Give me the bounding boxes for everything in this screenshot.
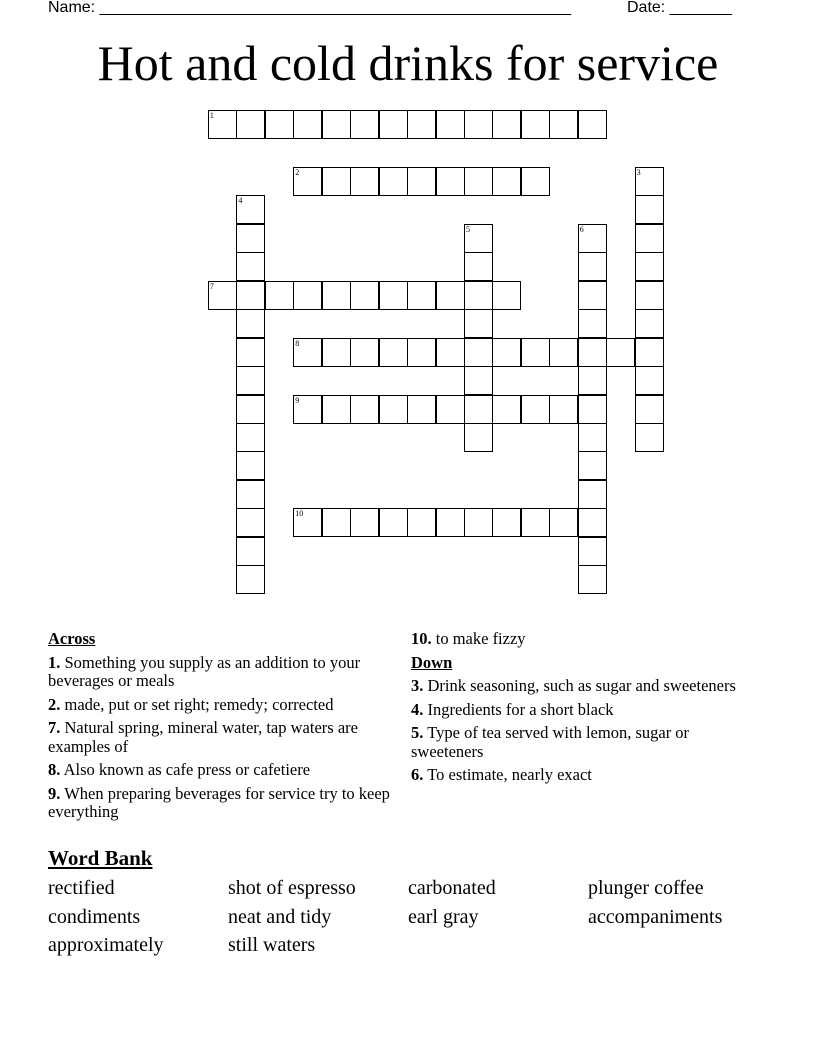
grid-cell[interactable]: [407, 110, 436, 139]
grid-cell[interactable]: [293, 281, 322, 310]
grid-cell[interactable]: [236, 395, 265, 424]
name-field-label: Name: _____________________________________________________: [48, 0, 572, 16]
word-bank-item: approximately: [48, 934, 164, 956]
clue-text: Drink seasoning, such as sugar and sweeteners: [427, 676, 736, 695]
grid-cell[interactable]: [436, 395, 465, 424]
grid-cell[interactable]: [322, 508, 351, 537]
clue-number: 1.: [48, 652, 61, 672]
grid-cell[interactable]: [578, 338, 607, 367]
grid-cell[interactable]: [492, 110, 521, 139]
grid-cell[interactable]: [635, 366, 664, 395]
grid-cell[interactable]: [578, 423, 607, 452]
clue-number: 9.: [48, 783, 61, 803]
cell-number: 6: [579, 224, 584, 234]
grid-cell[interactable]: [436, 281, 465, 310]
grid-cell[interactable]: [464, 309, 493, 338]
grid-cell[interactable]: [322, 110, 351, 139]
cell-number: 10: [295, 509, 304, 519]
grid-cell[interactable]: [293, 167, 322, 196]
grid-cell[interactable]: [492, 338, 521, 367]
grid-cell[interactable]: [635, 309, 664, 338]
grid-cell[interactable]: [236, 537, 265, 566]
grid-cell[interactable]: [464, 281, 493, 310]
grid-cell[interactable]: [464, 366, 493, 395]
grid-cell[interactable]: [464, 508, 493, 537]
clue-down-5: [411, 724, 756, 761]
grid-cell[interactable]: [265, 110, 294, 139]
cell-number: 1: [209, 111, 214, 120]
grid-cell[interactable]: [464, 252, 493, 281]
grid-cell[interactable]: [379, 395, 408, 424]
grid-cell[interactable]: [236, 195, 265, 224]
clues-right-column: [411, 630, 756, 790]
clue-down-4: [411, 701, 756, 720]
clue-number: 8.: [48, 760, 61, 779]
grid-cell[interactable]: [635, 252, 664, 281]
word-bank-item: still waters: [228, 934, 316, 956]
grid-cell[interactable]: [379, 508, 408, 537]
grid-cell[interactable]: [578, 508, 607, 537]
clues-left-column: [48, 630, 393, 827]
grid-cell[interactable]: [635, 195, 664, 224]
clue-across-2: [48, 696, 393, 715]
grid-cell[interactable]: [236, 309, 265, 338]
grid-cell[interactable]: [350, 281, 379, 310]
grid-cell[interactable]: [236, 110, 265, 139]
grid-cell[interactable]: [407, 281, 436, 310]
grid-cell[interactable]: [350, 338, 379, 367]
word-bank-item: rectified: [48, 877, 115, 899]
date-field-label: Date: _______: [627, 0, 732, 16]
page-title: Hot and cold drinks for service: [97, 35, 719, 91]
word-bank-item: shot of espresso: [228, 877, 356, 899]
grid-cell[interactable]: [236, 423, 265, 452]
grid-cell[interactable]: [236, 451, 265, 480]
word-bank-item: plunger coffee: [588, 877, 704, 899]
grid-cell[interactable]: [322, 167, 351, 196]
word-bank-item: carbonated: [408, 877, 496, 899]
word-bank-item: neat and tidy: [228, 906, 332, 928]
grid-cell[interactable]: [350, 167, 379, 196]
cell-number: 8: [295, 338, 300, 348]
clue-number: 10.: [411, 629, 432, 648]
grid-cell[interactable]: [578, 395, 607, 424]
grid-cell[interactable]: [379, 110, 408, 139]
clue-down-3: [411, 677, 756, 696]
grid-cell[interactable]: [236, 508, 265, 537]
grid-cell[interactable]: [293, 395, 322, 424]
clue-text: Natural spring, mineral water, tap waters are examples of: [48, 718, 358, 756]
grid-cell[interactable]: [492, 281, 521, 310]
grid-cell[interactable]: [464, 167, 493, 196]
clue-number: 7.: [48, 718, 61, 737]
grid-cell[interactable]: [464, 423, 493, 452]
clue-number: 4.: [411, 699, 424, 719]
grid-cell[interactable]: [549, 338, 578, 367]
grid-cell[interactable]: [578, 451, 607, 480]
grid-cell[interactable]: [350, 110, 379, 139]
grid-cell[interactable]: [436, 110, 465, 139]
clue-across-8: [48, 761, 393, 780]
grid-cell[interactable]: [236, 281, 265, 310]
grid-cell[interactable]: [293, 508, 322, 537]
clue-text: Also known as cafe press or cafetiere: [63, 760, 311, 779]
grid-cell[interactable]: [578, 224, 607, 253]
clue-text: Ingredients for a short black: [427, 699, 614, 719]
grid-cell[interactable]: [436, 338, 465, 367]
grid-cell[interactable]: [635, 281, 664, 310]
clue-number: 3.: [411, 676, 424, 695]
grid-cell[interactable]: [549, 395, 578, 424]
grid-cell[interactable]: [521, 167, 550, 196]
grid-cell[interactable]: [578, 537, 607, 566]
cell-number: 2: [295, 167, 300, 177]
grid-cell[interactable]: [521, 110, 550, 139]
grid-cell[interactable]: [322, 281, 351, 310]
clue-text: made, put or set right; remedy; corrected: [64, 694, 334, 714]
grid-cell[interactable]: [293, 110, 322, 139]
clue-across-7: [48, 719, 393, 756]
grid-cell[interactable]: [379, 281, 408, 310]
grid-cell[interactable]: [208, 110, 237, 139]
grid-cell[interactable]: [265, 281, 294, 310]
clue-number: 2.: [48, 694, 61, 714]
grid-cell[interactable]: [208, 281, 237, 310]
grid-cell[interactable]: [464, 338, 493, 367]
cell-number: 4: [238, 196, 243, 206]
grid-cell[interactable]: [578, 366, 607, 395]
grid-cell[interactable]: [407, 338, 436, 367]
grid-cell[interactable]: [606, 338, 635, 367]
grid-cell[interactable]: [635, 338, 664, 367]
grid-cell[interactable]: [521, 338, 550, 367]
grid-cell[interactable]: [578, 309, 607, 338]
grid-cell[interactable]: [635, 224, 664, 253]
grid-cell[interactable]: [464, 224, 493, 253]
grid-cell[interactable]: [464, 110, 493, 139]
grid-cell[interactable]: [578, 252, 607, 281]
grid-cell[interactable]: [492, 508, 521, 537]
grid-cell[interactable]: [436, 508, 465, 537]
grid-cell[interactable]: [379, 338, 408, 367]
clue-across-10: [411, 630, 756, 649]
grid-cell[interactable]: [236, 338, 265, 367]
grid-cell[interactable]: [492, 395, 521, 424]
word-bank-item: accompaniments: [588, 906, 723, 928]
grid-cell[interactable]: [578, 565, 607, 594]
grid-cell[interactable]: [635, 395, 664, 424]
clue-down-6: [411, 766, 756, 785]
grid-cell[interactable]: [322, 338, 351, 367]
grid-cell[interactable]: [578, 110, 607, 139]
grid-cell[interactable]: [350, 395, 379, 424]
grid-cell[interactable]: [578, 480, 607, 509]
grid-cell[interactable]: [322, 395, 351, 424]
grid-cell[interactable]: [236, 366, 265, 395]
clue-number: 6.: [411, 765, 424, 784]
cell-number: 3: [636, 167, 641, 177]
grid-cell[interactable]: [350, 508, 379, 537]
word-bank-item: condiments: [48, 906, 141, 928]
grid-cell[interactable]: [521, 395, 550, 424]
clue-text: To estimate, nearly exact: [427, 765, 592, 784]
grid-cell[interactable]: [407, 395, 436, 424]
clue-text: When preparing beverages for service try to keep everything: [48, 783, 390, 821]
word-bank-title: Word Bank: [48, 846, 153, 870]
grid-cell[interactable]: [549, 508, 578, 537]
grid-cell[interactable]: [635, 167, 664, 196]
word-bank-item: earl gray: [408, 906, 479, 928]
grid-cell[interactable]: [379, 167, 408, 196]
grid-cell[interactable]: [293, 338, 322, 367]
across-heading: Across: [48, 629, 96, 648]
cell-number: 5: [465, 224, 470, 234]
clue-text: Something you supply as an addition to your beverages or meals: [48, 652, 361, 690]
cell-number: 7: [209, 281, 214, 291]
grid-cell[interactable]: [578, 281, 607, 310]
clue-across-1: [48, 654, 393, 691]
grid-cell[interactable]: [236, 224, 265, 253]
down-heading: Down: [411, 652, 453, 672]
clue-across-9: [48, 785, 393, 822]
grid-cell[interactable]: [407, 167, 436, 196]
cell-number: 9: [295, 395, 300, 405]
grid-cell[interactable]: [407, 508, 436, 537]
grid-cell[interactable]: [464, 395, 493, 424]
grid-cell[interactable]: [521, 508, 550, 537]
clue-text: to make fizzy: [435, 629, 526, 648]
grid-cell[interactable]: [549, 110, 578, 139]
clue-number: 5.: [411, 723, 424, 742]
grid-cell[interactable]: [236, 565, 265, 594]
grid-cell[interactable]: [492, 167, 521, 196]
grid-cell[interactable]: [635, 423, 664, 452]
clue-text: Type of tea served with lemon, sugar or sweeteners: [411, 723, 690, 761]
grid-cell[interactable]: [236, 480, 265, 509]
grid-cell[interactable]: [236, 252, 265, 281]
grid-cell[interactable]: [436, 167, 465, 196]
